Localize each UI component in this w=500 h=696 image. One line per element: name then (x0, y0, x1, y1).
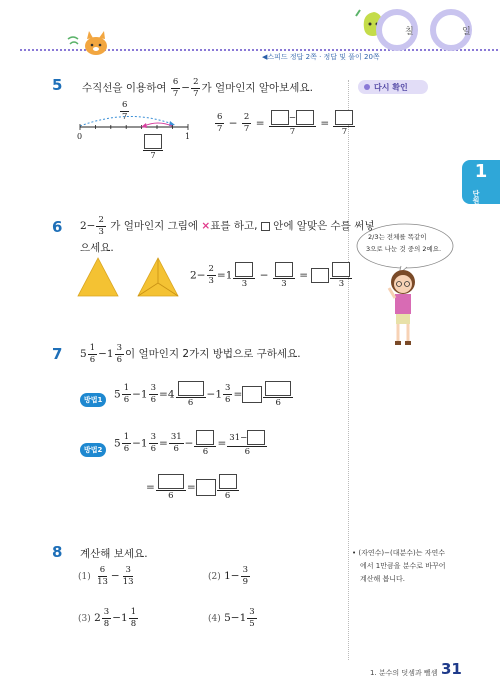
question-6-text-line1: 2− $\frac{2}{3}$ 가 얼마인지 그림에 ×표를 하고, 안에 알맞은 수를 써넣 (80, 215, 375, 237)
header-circles-icon (375, 8, 495, 52)
number-line-zero: 0 (77, 132, 83, 141)
question-7-number: 7 (52, 345, 63, 363)
question-8-number: 8 (52, 543, 63, 561)
tip-line-2: 에서 1만큼을 분수로 바꾸어 (360, 562, 446, 570)
circle-label-1: 칠 (405, 27, 414, 37)
answer-box[interactable] (219, 474, 237, 489)
answer-box[interactable] (196, 479, 216, 496)
number-line-label-six-sevenths: $\frac{6}{7}$ (122, 100, 128, 122)
circle-label-2: 일 (462, 27, 471, 37)
answer-box[interactable] (158, 474, 184, 489)
bubble-line-2: 3으로 나눈 것 중의 2예요. (366, 245, 442, 253)
answer-box[interactable] (144, 134, 162, 149)
answer-box[interactable] (311, 268, 329, 283)
answer-box[interactable] (271, 110, 289, 125)
answer-box[interactable] (178, 381, 204, 396)
footer-chapter: 1. 분수의 덧셈과 뺄셈 (370, 669, 438, 677)
answer-box[interactable] (335, 110, 353, 125)
method-2-equation-line2: = 6 = 6 (146, 474, 240, 501)
question-5-equation: $\frac{6}{7}$ − $\frac{2}{7}$ = $\frac{-}{7}$ = 7 (214, 110, 356, 137)
question-6-number: 6 (52, 218, 63, 236)
answer-box[interactable] (332, 262, 350, 277)
problem-8-4: (4) 5−1 $\frac{3}{5}$ (208, 607, 255, 629)
review-badge (358, 80, 428, 94)
unit-tab-label: 단원 (472, 190, 480, 204)
answer-box[interactable] (247, 430, 265, 445)
answer-reference: ◀스피드 정답 2쪽 · 정답 및 풀이 20쪽 (262, 53, 380, 61)
answer-box[interactable] (242, 386, 262, 403)
question-5-number: 5 (52, 76, 63, 94)
number-line-one: 1 (185, 132, 191, 141)
method-2-badge: 방법2 (80, 443, 106, 457)
page-number: 31 (441, 660, 462, 678)
answer-box[interactable] (235, 262, 253, 277)
question-6-text-line2: 으세요. (80, 242, 114, 254)
question-7-text: 5 $\frac{1}{6}$ −1 $\frac{3}{6}$ 이 얼마인지 2가지 방법으로 구하세요. (80, 343, 301, 365)
sidebar-divider (348, 80, 349, 660)
tip-line-3: 계산해 봅니다. (360, 575, 406, 583)
answer-box[interactable] (265, 381, 291, 396)
triangle-figures (76, 256, 186, 300)
unit-tab-number: 1 (474, 161, 488, 182)
question-5-text: 수직선을 이용하여 $\frac{6}{7}$ − $\frac{2}{7}$ 가 얼마인지 알아보세요. (82, 77, 313, 99)
review-icon (364, 84, 370, 90)
fox-mascot-icon (62, 28, 122, 56)
question-6-equation: 2− $\frac{2}{3}$ =1 3 − 3 = 3 (190, 262, 353, 289)
problem-8-3: (3) 2 $\frac{3}{8}$ −1 $\frac{1}{8}$ (78, 607, 137, 629)
review-label: 다시 확인 (374, 82, 408, 92)
tip-line-1: • (자연수)−(대분수)는 자연수 (352, 549, 445, 557)
number-line-answer-box: 7 (143, 134, 163, 160)
bubble-line-1: 2/3는 전체를 똑같이 (368, 233, 427, 241)
answer-box[interactable] (196, 430, 214, 445)
answer-box[interactable] (275, 262, 293, 277)
box-symbol-icon (261, 222, 270, 231)
girl-character-icon (383, 268, 423, 348)
unit-tab (462, 160, 500, 204)
number-line (74, 102, 200, 142)
method-2-equation: 5 $\frac{1}{6}$ −1 $\frac{3}{6}$ = $\frac{31}{6}$ − 6 = $\frac{31-}{6}$ (114, 430, 268, 457)
method-1-badge: 방법1 (80, 393, 106, 407)
problem-8-2: (2) 1− $\frac{3}{9}$ (208, 565, 249, 587)
question-8-text: 계산해 보세요. (80, 548, 148, 560)
answer-box[interactable] (296, 110, 314, 125)
problem-8-1: (1) $\frac{6}{13}$ − $\frac{3}{13}$ (78, 565, 134, 587)
cross-mark-icon: × (201, 220, 211, 232)
method-1-equation: 5 $\frac{1}{6}$ −1 $\frac{3}{6}$ =4 6 −1 $\frac{3}{6}$ = 6 (114, 381, 294, 408)
